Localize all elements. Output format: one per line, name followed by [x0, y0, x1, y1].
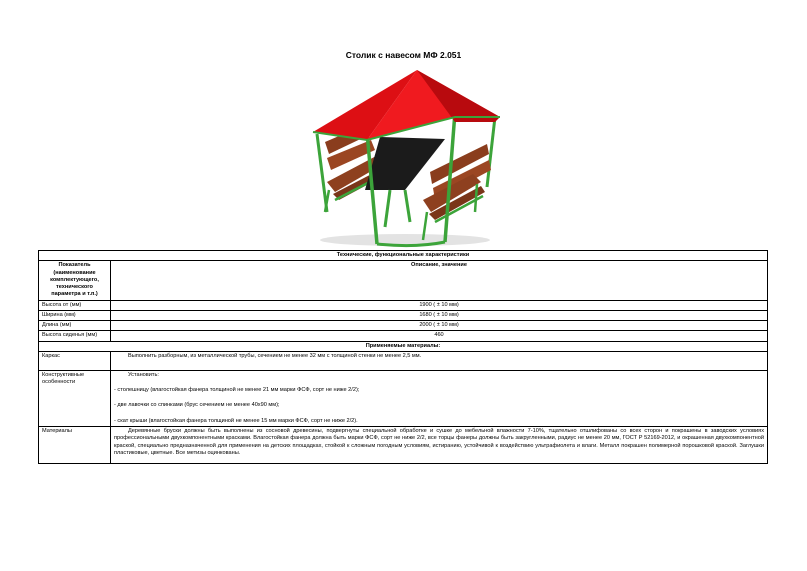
document-title: Столик с навесом МФ 2.051	[345, 50, 462, 60]
table-row	[39, 370, 768, 426]
section-header-materials: Применяемые материалы:	[39, 341, 768, 351]
row-value: 2000 ( ± 10 мм)	[111, 321, 768, 331]
row-label: Высота от (мм)	[39, 300, 111, 310]
row-label: Длина (мм)	[39, 321, 111, 331]
table-row	[39, 351, 768, 370]
column-header-value: Описание, значение	[111, 261, 768, 300]
specifications-table	[38, 250, 768, 464]
table-row	[39, 321, 768, 331]
table-row	[39, 426, 768, 463]
table-row	[39, 300, 768, 310]
row-label: Высота сиденья (мм)	[39, 331, 111, 341]
row-label: Ширина (мм)	[39, 310, 111, 320]
frame-description: Выполнить разборным, из металлической трубы, сечением не менее 32 мм с толщиной стенки не менее 2,5 мм.	[111, 351, 768, 370]
row-value: 460	[111, 331, 768, 341]
product-illustration	[305, 62, 500, 250]
column-header-parameter: Показатель (наименование комплектующего, технического параметра и т.п.)	[39, 261, 111, 300]
design-label: Конструктивные особенности	[39, 370, 111, 426]
table-row	[39, 331, 768, 341]
design-item-roof: - скат крыши (влагостойкая фанера толщиной не менее 15 мм марки ФСФ, сорт не ниже 2/2).	[114, 417, 358, 424]
row-value: 1680 ( ± 10 мм)	[111, 310, 768, 320]
design-item-tabletop: - столешницу (влагостойкая фанера толщиной не менее 21 мм марки ФСФ, сорт не ниже 2/2);	[114, 387, 360, 394]
design-item-benches: - две лавочки со спинками (брус сечением не менее 40х90 мм);	[114, 402, 280, 409]
row-value: 1900 ( ± 10 мм)	[111, 300, 768, 310]
design-description	[111, 370, 768, 426]
design-intro: Установить:	[128, 371, 159, 378]
table-row	[39, 310, 768, 320]
materials-description: Деревянные бруски должны быть выполнены из сосновой древесины, подвергнуты специальной обработке и сушке до мебельной влажности 7-10%, тщательно отшлифованы со всех сторон и покрашены в заводских условиях профессиональными двухкомпонентными красками. Влагостойкая фанера должна быть марки ФСФ, сорт не ниже 2/2, все торцы фанеры должны быть закругленными, радиус не менее 20 мм, ГОСТ Р 52169-2012, и окрашенная двухкомпонентной краской, специально предназначенной для применения на детских площадках, стойкой к сложным погодным условиям, истиранию, устойчивой к воздействию ультрафиолета и влаги. Металл покрашен полимерной порошковой краской. Заглушки пластиковые, цветные. Все метизы оцинкованы.	[111, 426, 768, 463]
section-header-technical: Технические, функциональные характеристики	[39, 251, 768, 261]
frame-label: Каркас	[39, 351, 111, 370]
materials-label: Материалы	[39, 426, 111, 463]
